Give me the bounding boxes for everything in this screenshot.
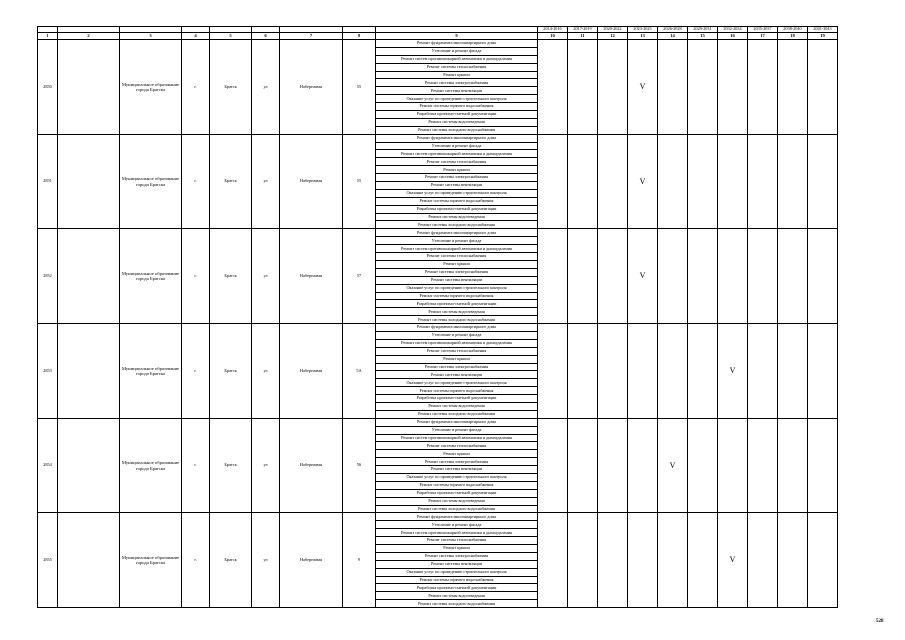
work-type: Ремонт систем противопожарной автоматики и дымоудаления <box>376 245 538 253</box>
period-cell <box>808 418 838 513</box>
period-cell <box>688 418 718 513</box>
house-number: 57 <box>343 229 376 324</box>
period-header-cell: 2035-2037 <box>748 27 778 33</box>
period-header-cell: 2014-2016 <box>538 27 568 33</box>
column-number-cell: 7 <box>280 33 343 40</box>
table-row <box>38 40 838 48</box>
work-type: Ремонт системы водоотведения <box>376 118 538 126</box>
repair-schedule-table <box>37 26 838 608</box>
column-number-cell: 3 <box>120 33 182 40</box>
period-mark: V <box>718 324 748 419</box>
column-number-cell: 13 <box>628 33 658 40</box>
city: Братск <box>210 513 252 608</box>
work-type: Утепление и ремонт фасада <box>376 237 538 245</box>
work-type: Оказание услуг по проведению строительного контроля <box>376 284 538 292</box>
period-header-cell: 2020-2022 <box>598 27 628 33</box>
city-type: г. <box>182 40 210 135</box>
work-type: Ремонт фундамента многоквартирного дома <box>376 134 538 142</box>
empty-cell <box>58 229 120 324</box>
period-cell <box>598 40 628 135</box>
period-cell <box>568 229 598 324</box>
period-cell <box>748 513 778 608</box>
record-number: 2855 <box>38 513 58 608</box>
period-cell <box>808 229 838 324</box>
work-type: Ремонт системы вентиляции <box>376 560 538 568</box>
street-type: ул <box>252 513 280 608</box>
period-header-cell: 2017-2019 <box>568 27 598 33</box>
period-cell <box>688 134 718 229</box>
period-cell <box>808 40 838 135</box>
period-header-cell: 2026-2028 <box>658 27 688 33</box>
work-type: Разработка проектно-сметной документации <box>376 584 538 592</box>
work-type: Ремонт систем противопожарной автоматики и дымоудаления <box>376 529 538 537</box>
table-row <box>38 513 838 521</box>
period-cell <box>568 324 598 419</box>
period-mark: V <box>718 513 748 608</box>
work-type: Ремонт системы горячего водоснабжения <box>376 292 538 300</box>
period-cell <box>718 229 748 324</box>
period-cell <box>748 324 778 419</box>
work-type: Ремонт системы электроснабжения <box>376 268 538 276</box>
period-cell <box>748 418 778 513</box>
period-cell <box>808 324 838 419</box>
city-type: г. <box>182 418 210 513</box>
work-type: Ремонт крыши <box>376 71 538 79</box>
municipality: Муниципальное образование города Братска <box>120 229 182 324</box>
street: Набережная <box>280 134 343 229</box>
street-type: ул <box>252 418 280 513</box>
house-number: 9 <box>343 513 376 608</box>
work-type: Ремонт системы горячего водоснабжения <box>376 481 538 489</box>
period-cell <box>748 229 778 324</box>
work-type: Ремонт фундамента многоквартирного дома <box>376 40 538 48</box>
work-type: Оказание услуг по проведению строительного контроля <box>376 473 538 481</box>
period-cell <box>658 229 688 324</box>
column-number-cell: 19 <box>808 33 838 40</box>
column-number-cell: 9 <box>376 33 538 40</box>
period-cell <box>568 418 598 513</box>
street: Набережная <box>280 229 343 324</box>
work-type: Ремонт системы вентиляции <box>376 371 538 379</box>
period-cell <box>718 40 748 135</box>
work-type: Оказание услуг по проведению строительного контроля <box>376 189 538 197</box>
work-type: Ремонт системы горячего водоснабжения <box>376 576 538 584</box>
city: Братск <box>210 40 252 135</box>
period-header-cell: 2032-2034 <box>718 27 748 33</box>
work-type: Разработка проектно-сметной документации <box>376 300 538 308</box>
period-cell <box>778 324 808 419</box>
period-cell <box>538 513 568 608</box>
work-type: Ремонт системы вентиляции <box>376 276 538 284</box>
period-cell <box>688 324 718 419</box>
work-type: Ремонт системы водоотведения <box>376 592 538 600</box>
period-cell <box>598 324 628 419</box>
street-type: ул <box>252 229 280 324</box>
period-cell <box>778 229 808 324</box>
period-header-cell: 2038-2040 <box>778 27 808 33</box>
work-type: Ремонт системы теплоснабжения <box>376 158 538 166</box>
municipality: Муниципальное образование города Братска <box>120 513 182 608</box>
work-type: Ремонт систем противопожарной автоматики и дымоудаления <box>376 55 538 63</box>
period-cell <box>778 134 808 229</box>
period-cell <box>718 134 748 229</box>
column-number-cell: 18 <box>778 33 808 40</box>
house-number: 55 <box>343 134 376 229</box>
municipality: Муниципальное образование города Братска <box>120 40 182 135</box>
work-type: Ремонт системы водоотведения <box>376 308 538 316</box>
work-type: Ремонт системы холодного водоснабжения <box>376 600 538 608</box>
period-mark: V <box>628 229 658 324</box>
column-number-cell: 10 <box>538 33 568 40</box>
column-number-cell: 15 <box>688 33 718 40</box>
empty-cell <box>58 418 120 513</box>
column-number-cell: 8 <box>343 33 376 40</box>
work-type: Утепление и ремонт фасада <box>376 426 538 434</box>
period-cell <box>538 40 568 135</box>
work-type: Ремонт системы электроснабжения <box>376 363 538 371</box>
work-type: Разработка проектно-сметной документации <box>376 111 538 119</box>
record-number: 2853 <box>38 324 58 419</box>
street-type: ул <box>252 40 280 135</box>
work-type: Оказание услуг по проведению строительного контроля <box>376 379 538 387</box>
work-type: Ремонт систем противопожарной автоматики и дымоудаления <box>376 434 538 442</box>
municipality: Муниципальное образование города Братска <box>120 324 182 419</box>
period-cell <box>658 324 688 419</box>
work-type: Ремонт системы электроснабжения <box>376 458 538 466</box>
work-type: Ремонт крыши <box>376 545 538 553</box>
city-type: г. <box>182 513 210 608</box>
work-type: Ремонт системы теплоснабжения <box>376 537 538 545</box>
work-type: Утепление и ремонт фасада <box>376 47 538 55</box>
street: Набережная <box>280 513 343 608</box>
city-type: г. <box>182 324 210 419</box>
period-cell <box>658 134 688 229</box>
work-type: Ремонт системы горячего водоснабжения <box>376 387 538 395</box>
period-mark: V <box>628 40 658 135</box>
work-type: Утепление и ремонт фасада <box>376 142 538 150</box>
work-type: Разработка проектно-сметной документации <box>376 395 538 403</box>
work-type: Ремонт системы вентиляции <box>376 87 538 95</box>
period-cell <box>748 134 778 229</box>
column-number-cell: 1 <box>38 33 58 40</box>
empty-cell <box>58 513 120 608</box>
period-cell <box>598 513 628 608</box>
work-type: Ремонт системы холодного водоснабжения <box>376 410 538 418</box>
column-number-cell: 2 <box>58 33 120 40</box>
work-type: Ремонт системы водоотведения <box>376 497 538 505</box>
work-type: Ремонт системы водоотведения <box>376 402 538 410</box>
work-type: Ремонт системы теплоснабжения <box>376 442 538 450</box>
record-number: 2851 <box>38 134 58 229</box>
column-number-cell: 16 <box>718 33 748 40</box>
column-number-row <box>38 33 838 40</box>
work-type: Утепление и ремонт фасада <box>376 521 538 529</box>
period-cell <box>718 418 748 513</box>
work-type: Ремонт системы теплоснабжения <box>376 253 538 261</box>
work-type: Утепление и ремонт фасада <box>376 331 538 339</box>
column-number-cell: 14 <box>658 33 688 40</box>
column-number-cell: 6 <box>252 33 280 40</box>
work-type: Ремонт фундамента многоквартирного дома <box>376 229 538 237</box>
period-mark: V <box>658 418 688 513</box>
empty-cell <box>58 324 120 419</box>
work-type: Ремонт системы электроснабжения <box>376 79 538 87</box>
period-cell <box>598 229 628 324</box>
work-type: Ремонт фундамента многоквартирного дома <box>376 418 538 426</box>
municipality: Муниципальное образование города Братска <box>120 418 182 513</box>
work-type: Ремонт фундамента многоквартирного дома <box>376 513 538 521</box>
work-type: Ремонт системы водоотведения <box>376 213 538 221</box>
work-type: Ремонт системы электроснабжения <box>376 174 538 182</box>
period-cell <box>778 40 808 135</box>
work-type: Ремонт системы электроснабжения <box>376 552 538 560</box>
column-number-cell: 5 <box>210 33 252 40</box>
table-row <box>38 134 838 142</box>
period-cell <box>538 229 568 324</box>
period-cell <box>568 40 598 135</box>
period-cell <box>808 134 838 229</box>
work-type: Ремонт крыши <box>376 355 538 363</box>
column-number-cell: 12 <box>598 33 628 40</box>
period-cell <box>778 513 808 608</box>
work-type: Оказание услуг по проведению строительного контроля <box>376 568 538 576</box>
period-header-cell: 2029-2031 <box>688 27 718 33</box>
column-number-cell: 4 <box>182 33 210 40</box>
record-number: 2852 <box>38 229 58 324</box>
city-type: г. <box>182 134 210 229</box>
city: Братск <box>210 134 252 229</box>
work-type: Ремонт системы холодного водоснабжения <box>376 126 538 134</box>
table-row <box>38 229 838 237</box>
period-cell <box>538 134 568 229</box>
work-type: Ремонт фундамента многоквартирного дома <box>376 324 538 332</box>
period-cell <box>778 418 808 513</box>
work-type: Ремонт системы теплоснабжения <box>376 63 538 71</box>
street: Набережная <box>280 40 343 135</box>
period-cell <box>628 513 658 608</box>
house-number: 55 <box>343 40 376 135</box>
house-number: 56 <box>343 418 376 513</box>
house-number: 5А <box>343 324 376 419</box>
period-cell <box>598 134 628 229</box>
table-row <box>38 418 838 426</box>
work-type: Ремонт системы вентиляции <box>376 182 538 190</box>
period-cell <box>808 513 838 608</box>
period-header-cell: 2041-2043 <box>808 27 838 33</box>
period-mark: V <box>628 134 658 229</box>
work-type: Ремонт крыши <box>376 166 538 174</box>
city: Братск <box>210 418 252 513</box>
period-cell <box>658 40 688 135</box>
period-cell <box>628 418 658 513</box>
city-type: г. <box>182 229 210 324</box>
period-cell <box>538 418 568 513</box>
work-type: Ремонт системы вентиляции <box>376 466 538 474</box>
street-type: ул <box>252 324 280 419</box>
work-type: Ремонт системы холодного водоснабжения <box>376 221 538 229</box>
work-type: Ремонт крыши <box>376 260 538 268</box>
period-cell <box>628 324 658 419</box>
work-type: Ремонт крыши <box>376 450 538 458</box>
table-row <box>38 324 838 332</box>
street: Набережная <box>280 418 343 513</box>
page-number: 528 <box>876 619 884 624</box>
period-cell <box>658 513 688 608</box>
empty-cell <box>58 40 120 135</box>
work-type: Ремонт системы холодного водоснабжения <box>376 316 538 324</box>
period-cell <box>568 134 598 229</box>
work-type: Ремонт систем противопожарной автоматики и дымоудаления <box>376 150 538 158</box>
work-type: Оказание услуг по проведению строительного контроля <box>376 95 538 103</box>
period-cell <box>538 324 568 419</box>
work-type: Ремонт системы теплоснабжения <box>376 347 538 355</box>
period-cell <box>598 418 628 513</box>
work-type: Разработка проектно-сметной документации <box>376 205 538 213</box>
municipality: Муниципальное образование города Братска <box>120 134 182 229</box>
empty-cell <box>58 134 120 229</box>
street-type: ул <box>252 134 280 229</box>
period-cell <box>688 229 718 324</box>
period-cell <box>568 513 598 608</box>
city: Братск <box>210 324 252 419</box>
record-number: 2850 <box>38 40 58 135</box>
work-type: Ремонт системы горячего водоснабжения <box>376 197 538 205</box>
work-type: Ремонт системы горячего водоснабжения <box>376 103 538 111</box>
column-number-cell: 17 <box>748 33 778 40</box>
column-number-cell: 11 <box>568 33 598 40</box>
period-cell <box>748 40 778 135</box>
record-number: 2854 <box>38 418 58 513</box>
city: Братск <box>210 229 252 324</box>
work-type: Разработка проектно-сметной документации <box>376 489 538 497</box>
work-type: Ремонт систем противопожарной автоматики и дымоудаления <box>376 339 538 347</box>
period-header-cell: 2023-2025 <box>628 27 658 33</box>
period-cell <box>688 513 718 608</box>
street: Набережная <box>280 324 343 419</box>
work-type: Ремонт системы холодного водоснабжения <box>376 505 538 513</box>
period-cell <box>688 40 718 135</box>
